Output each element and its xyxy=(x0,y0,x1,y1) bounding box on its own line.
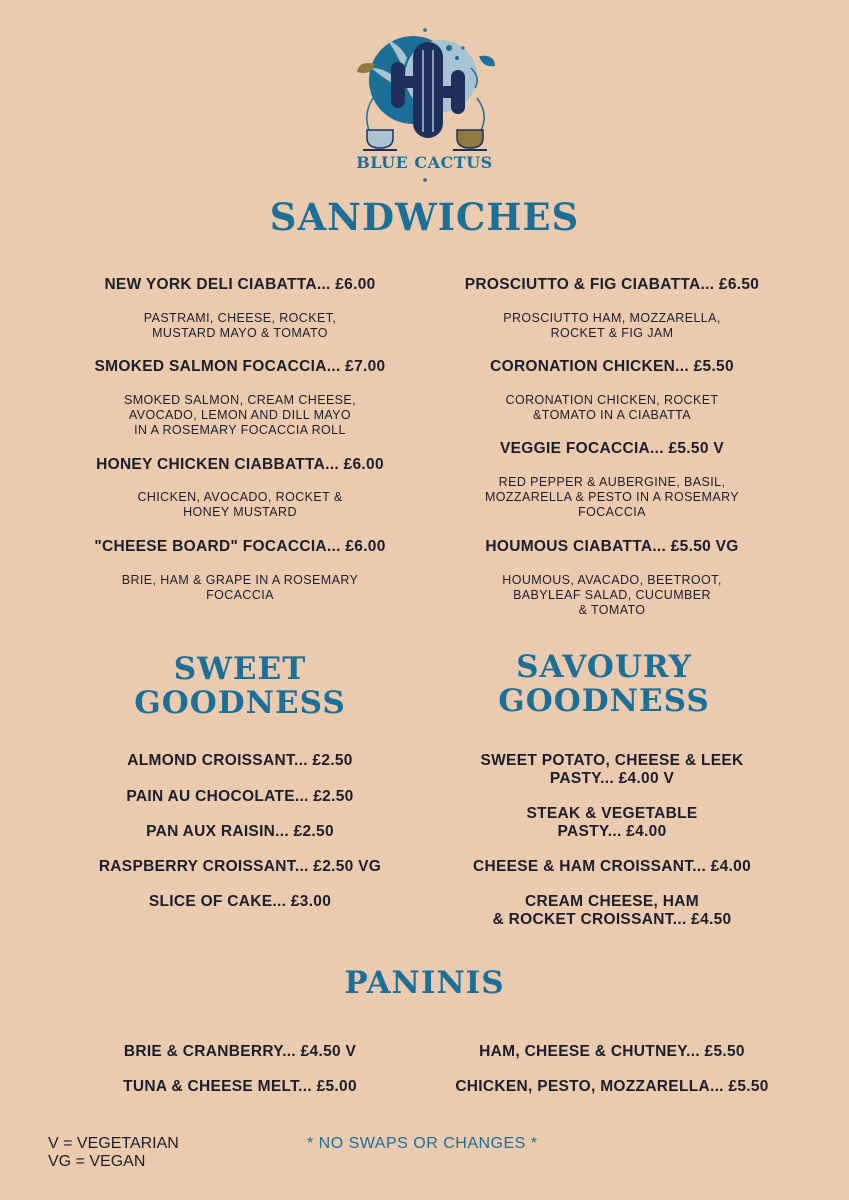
paninis-title: PANINIS xyxy=(344,965,505,1001)
menu-item-name: NEW YORK DELI CIABATTA... £6.00 xyxy=(104,276,376,293)
brand-name: BLUE CACTUS xyxy=(356,153,493,172)
menu-item-name: SMOKED SALMON FOCACCIA... £7.00 xyxy=(94,358,386,375)
menu-item-name: VEGGIE FOCACCIA... £5.50 V xyxy=(500,440,724,457)
menu-item-description: PASTRAMI, CHEESE, ROCKET, MUSTARD MAYO & TOMATO xyxy=(143,311,337,340)
sandwiches-title: SANDWICHES xyxy=(269,195,580,239)
menu-item-name: ALMOND CROISSANT... £2.50 xyxy=(127,752,353,769)
no-swaps-notice: * NO SWAPS OR CHANGES * xyxy=(307,1135,538,1152)
menu-item-description: CORONATION CHICKEN, ROCKET &TOMATO IN A CIABATTA xyxy=(505,393,719,422)
menu-item-description: BRIE, HAM & GRAPE IN A ROSEMARY FOCACCIA xyxy=(121,573,359,602)
menu-item-name: BRIE & CRANBERRY... £4.50 V xyxy=(123,1043,357,1060)
menu-item-name: HAM, CHEESE & CHUTNEY... £5.50 xyxy=(479,1043,745,1060)
menu-item-name: RASPBERRY CROISSANT... £2.50 VG xyxy=(98,858,382,875)
menu-item-name: CREAM CHEESE, HAM & ROCKET CROISSANT... £4.50 xyxy=(492,893,732,928)
dietary-legend: V = VEGETARIAN VG = VEGAN xyxy=(48,1135,179,1170)
menu-item-name: CORONATION CHICKEN... £5.50 xyxy=(490,358,734,375)
menu-item-description: PROSCIUTTO HAM, MOZZARELLA, ROCKET & FIG JAM xyxy=(503,311,721,340)
menu-item-description: RED PEPPER & AUBERGINE, BASIL, MOZZARELLA & PESTO IN A ROSEMARY FOCACCIA xyxy=(484,475,740,519)
menu-item-description: HOUMOUS, AVACADO, BEETROOT, BABYLEAF SALAD, CUCUMBER & TOMATO xyxy=(502,573,722,617)
menu-item-name: SWEET POTATO, CHEESE & LEEK PASTY... £4.00 V xyxy=(480,752,744,787)
menu-item-name: STEAK & VEGETABLE PASTY... £4.00 xyxy=(526,805,698,840)
menu-item-description: SMOKED SALMON, CREAM CHEESE, AVOCADO, LEMON AND DILL MAYO IN A ROSEMARY FOCACCIA ROLL xyxy=(123,393,357,437)
menu-item-name: HOUMOUS CIABATTA... £5.50 VG xyxy=(485,538,739,555)
menu-item-name: SLICE OF CAKE... £3.00 xyxy=(148,893,332,910)
menu-item-name: TUNA & CHEESE MELT... £5.00 xyxy=(123,1078,357,1095)
menu-item-name: "CHEESE BOARD" FOCACCIA... £6.00 xyxy=(94,538,386,555)
menu-item-name: PAN AUX RAISIN... £2.50 xyxy=(146,823,334,840)
menu-item-name: PROSCIUTTO & FIG CIABATTA... £6.50 xyxy=(464,276,760,293)
menu-item-description: CHICKEN, AVOCADO, ROCKET & HONEY MUSTARD xyxy=(137,490,343,519)
sweet-goodness-title: SWEET GOODNESS xyxy=(134,651,346,721)
menu-item-name: CHICKEN, PESTO, MOZZARELLA... £5.50 xyxy=(455,1078,769,1095)
menu-item-name: CHEESE & HAM CROISSANT... £4.00 xyxy=(472,858,752,875)
menu-item-name: HONEY CHICKEN CIABBATTA... £6.00 xyxy=(96,456,384,473)
savoury-goodness-title: SAVOURY GOODNESS xyxy=(498,649,710,719)
menu-item-name: PAIN AU CHOCOLATE... £2.50 xyxy=(126,788,354,805)
